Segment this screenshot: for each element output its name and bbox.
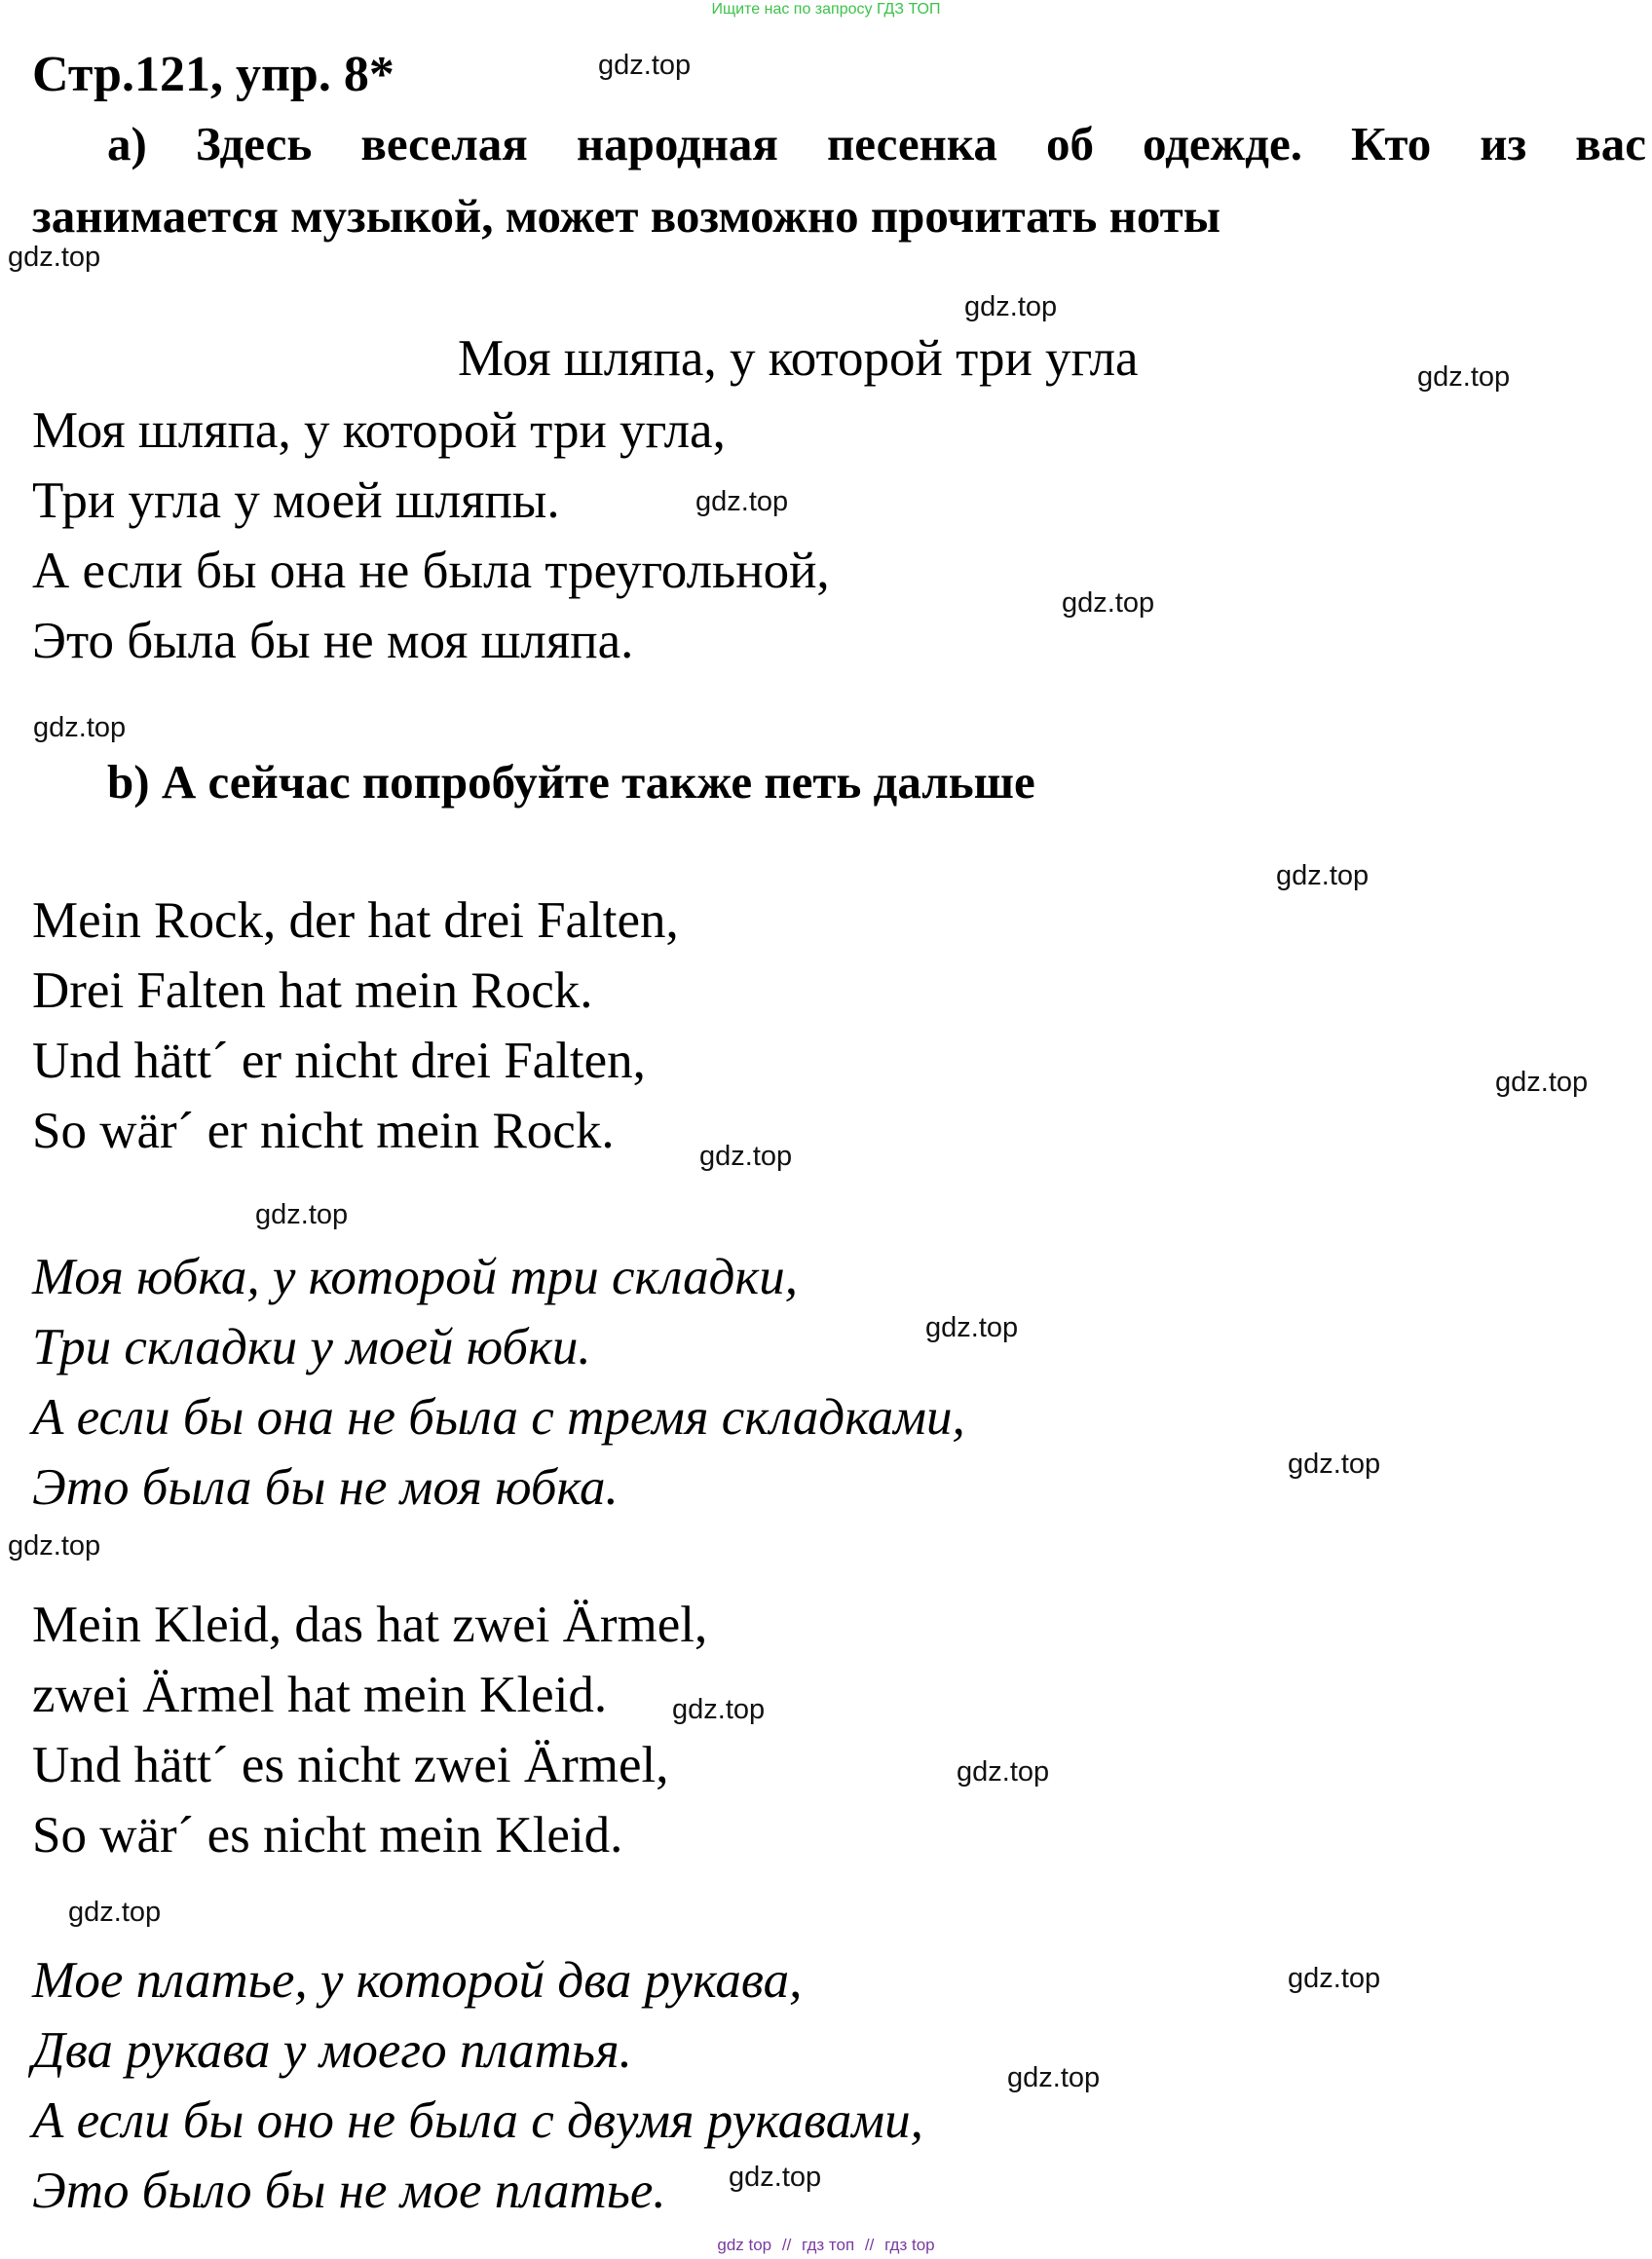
- watermark: gdz.top: [1062, 587, 1155, 619]
- watermark: gdz.top: [1276, 860, 1370, 891]
- watermark: gdz.top: [1288, 1449, 1381, 1480]
- watermark: gdz.top: [255, 1199, 349, 1230]
- watermark: gdz.top: [1495, 1067, 1589, 1098]
- stanza-line: Und hätt´ es nicht zwei Ärmel,: [32, 1737, 669, 1793]
- stanza-line: Моя шляпа, у которой три угла,: [32, 402, 726, 459]
- footer-link[interactable]: гдз top: [884, 2236, 935, 2254]
- watermark: gdz.top: [8, 242, 101, 273]
- stanza-line: zwei Ärmel hat mein Kleid.: [32, 1667, 608, 1723]
- watermark: gdz.top: [68, 1897, 162, 1928]
- stanza-line: Это была бы не моя юбка.: [32, 1459, 619, 1516]
- stanza-line: Моя юбка, у которой три складки,: [32, 1249, 798, 1305]
- stanza-rock-russian: [32, 1242, 965, 1523]
- song-title: Моя шляпа, у которой три угла: [458, 330, 1139, 387]
- task-a-heading-line1: a) Здесь веселая народная песенка об одежде. Кто из вас: [107, 117, 1646, 170]
- stanza-kleid-german: [32, 1590, 707, 1870]
- watermark: gdz.top: [598, 50, 692, 81]
- stanza-hat: [32, 395, 830, 676]
- stanza-line: So wär´ er nicht mein Rock.: [32, 1103, 615, 1159]
- stanza-line: Мое платье, у которой два рукава,: [32, 1952, 803, 2009]
- stanza-line: Это было бы не мое платье.: [32, 2163, 666, 2219]
- page-title: Стр.121, упр. 8*: [32, 47, 394, 102]
- watermark: gdz.top: [1417, 361, 1511, 393]
- stanza-rock-german: [32, 885, 679, 1166]
- watermark: gdz.top: [957, 1756, 1050, 1788]
- stanza-line: So wär´ es nicht mein Kleid.: [32, 1807, 623, 1864]
- stanza-line: Три угла у моей шляпы.: [32, 472, 560, 529]
- stanza-line: Und hätt´ er nicht drei Falten,: [32, 1033, 646, 1089]
- stanza-line: Mein Kleid, das hat zwei Ärmel,: [32, 1597, 708, 1653]
- stanza-line: Это была бы не моя шляпа.: [32, 613, 634, 669]
- footer-links: [0, 2235, 1652, 2256]
- footer-separator: //: [781, 2236, 792, 2254]
- stanza-line: А если бы она не была треугольной,: [32, 543, 830, 599]
- top-banner[interactable]: Ищите нас по запросу ГДЗ ТОП: [711, 1, 941, 18]
- stanza-line: Drei Falten hat mein Rock.: [32, 962, 593, 1019]
- watermark: gdz.top: [964, 291, 1058, 322]
- task-a-heading-line2: занимается музыкой, может возможно прочитать ноты: [32, 189, 1220, 243]
- watermark: gdz.top: [695, 486, 789, 517]
- stanza-line: Три складки у моей юбки.: [32, 1319, 591, 1375]
- watermark: gdz.top: [925, 1312, 1019, 1343]
- watermark: gdz.top: [33, 712, 127, 743]
- watermark: gdz.top: [1007, 2062, 1101, 2093]
- watermark: gdz.top: [729, 2162, 822, 2193]
- watermark: gdz.top: [699, 1141, 793, 1172]
- watermark: gdz.top: [672, 1694, 766, 1725]
- watermark: gdz.top: [1288, 1963, 1381, 1994]
- watermark: gdz.top: [8, 1530, 101, 1562]
- stanza-line: Два рукава у моего платья.: [32, 2022, 632, 2079]
- stanza-line: Mein Rock, der hat drei Falten,: [32, 892, 679, 949]
- task-b-heading: b) А сейчас попробуйте также петь дальше: [107, 755, 1035, 809]
- stanza-line: А если бы она не была с тремя складками,: [32, 1389, 965, 1446]
- footer-link[interactable]: гдз топ: [802, 2236, 855, 2254]
- footer-link[interactable]: gdz top: [717, 2236, 772, 2254]
- stanza-line: А если бы оно не была с двумя рукавами,: [32, 2092, 923, 2149]
- footer-separator: //: [864, 2236, 875, 2254]
